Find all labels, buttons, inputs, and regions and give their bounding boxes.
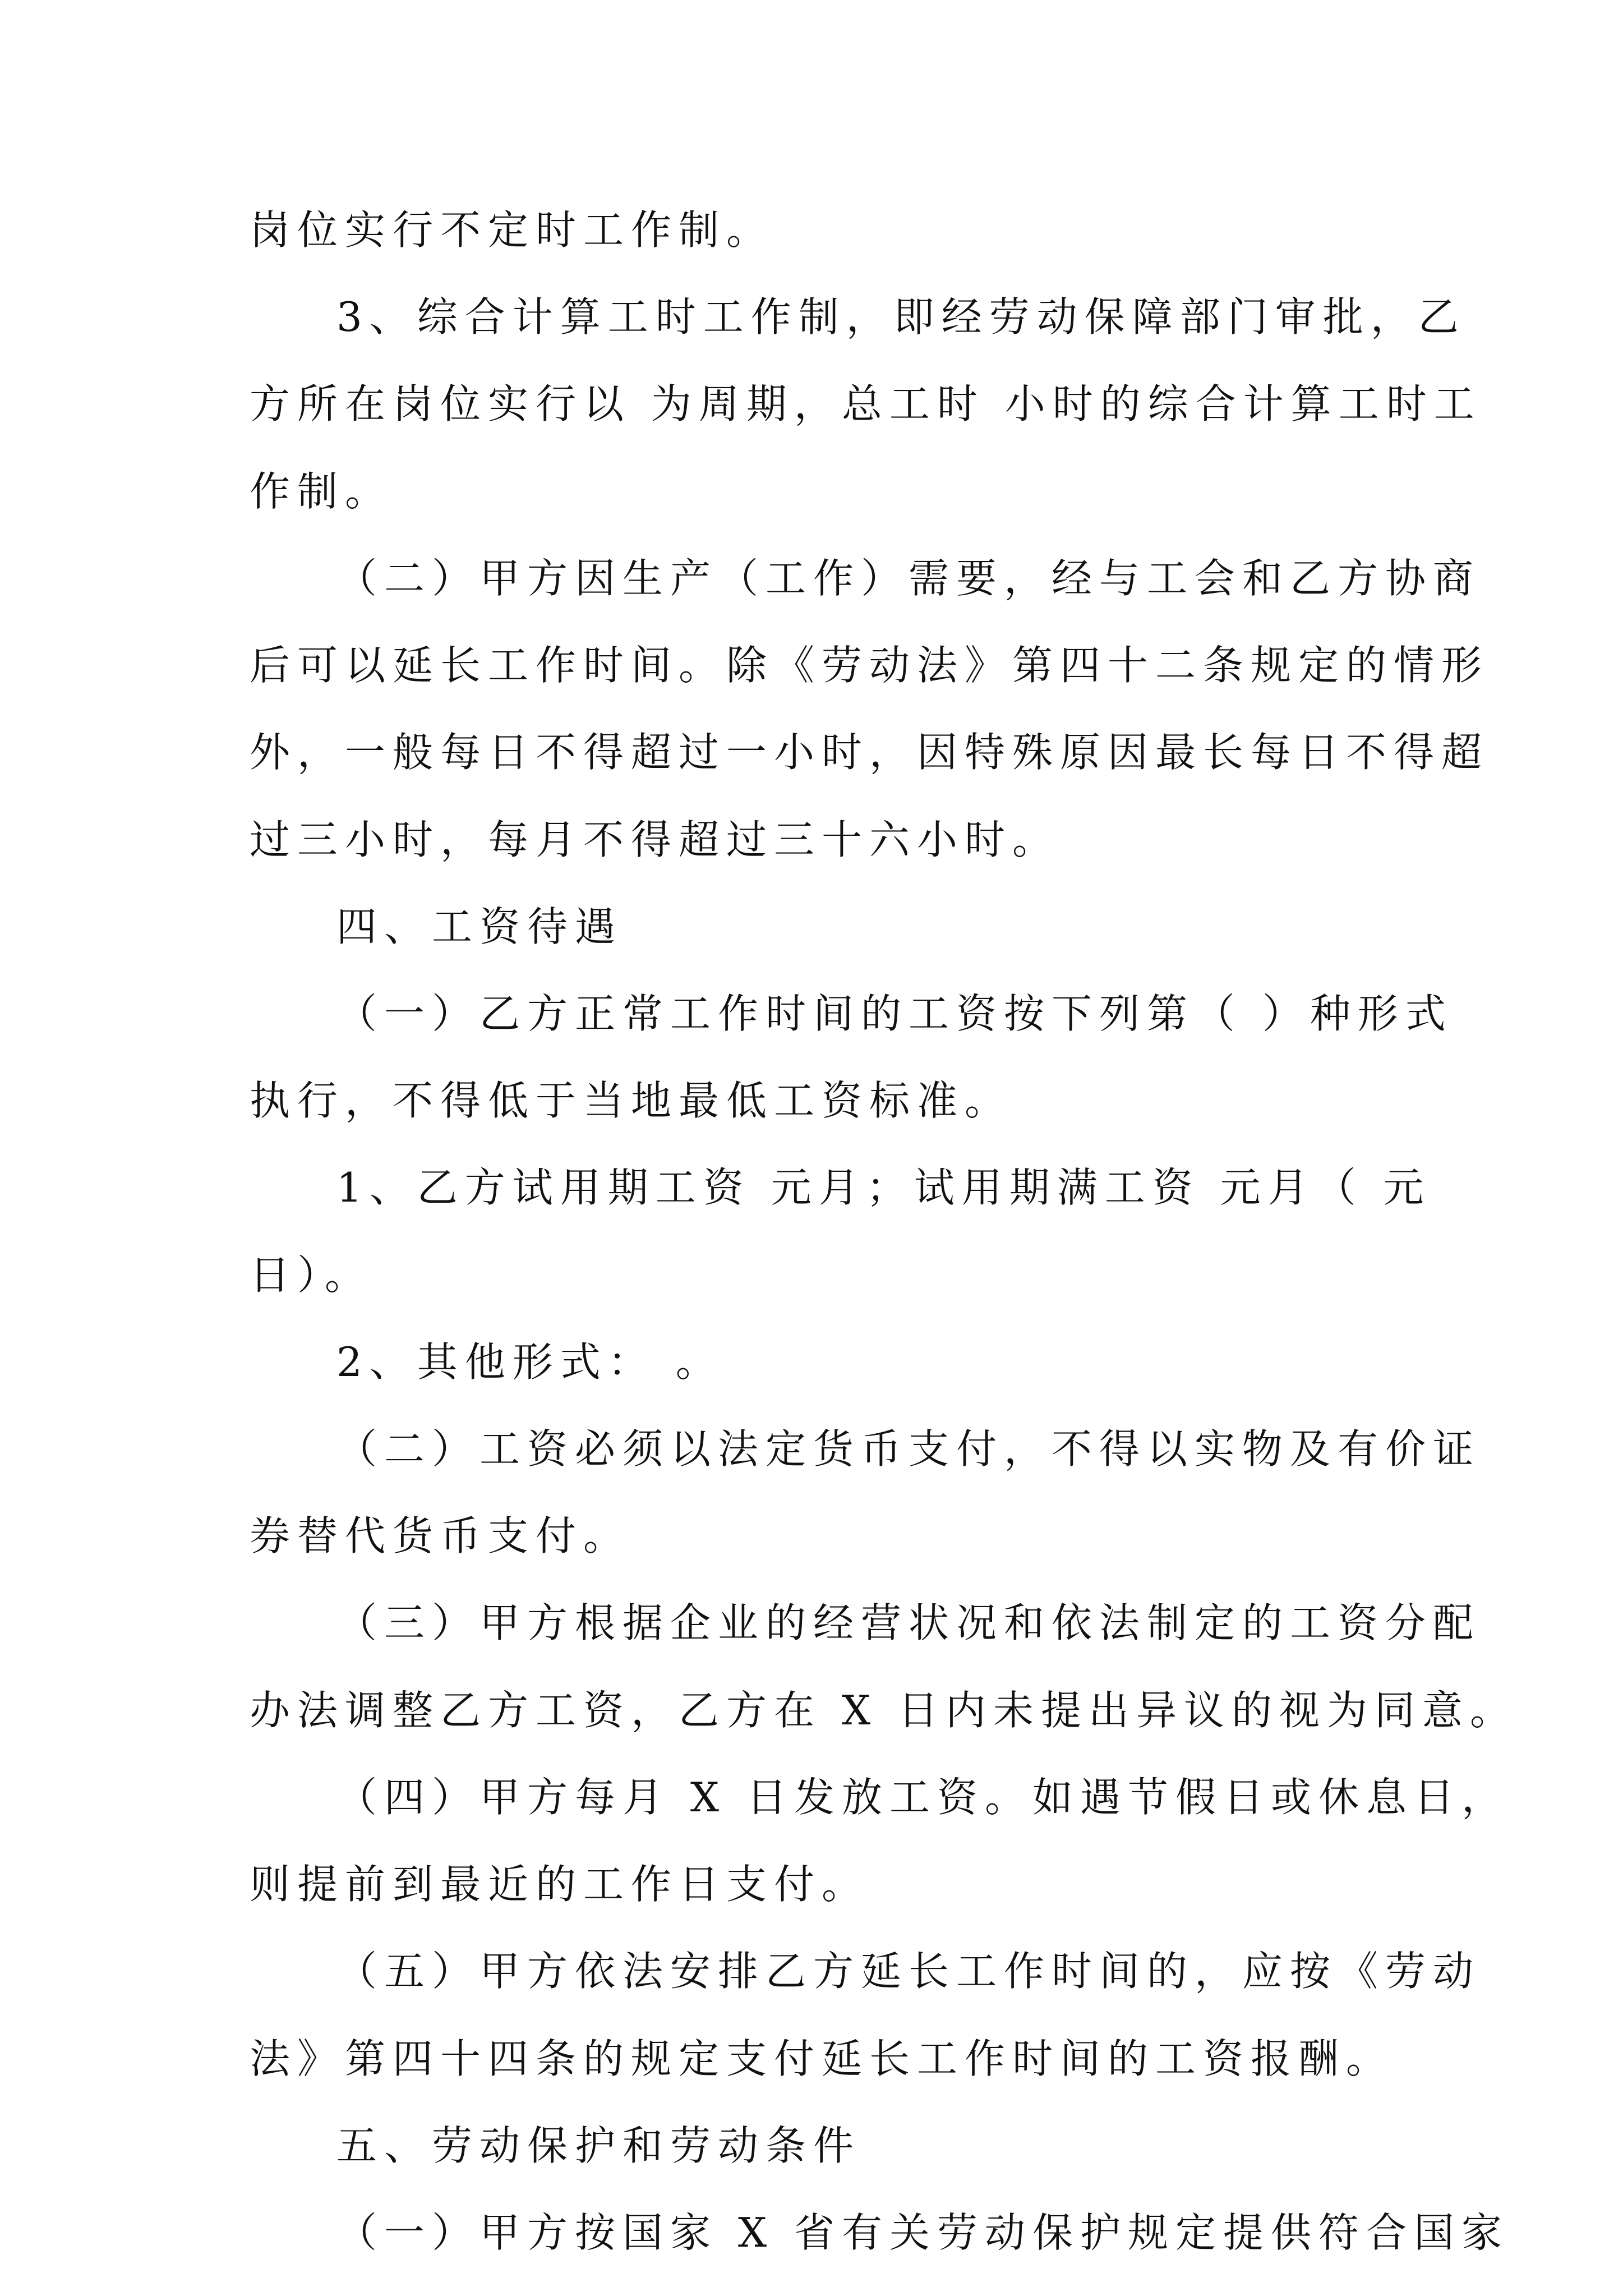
text-line: 执行，不得低于当地最低工资标准。 xyxy=(250,1077,1013,1124)
text-line: 作制。 xyxy=(250,468,393,515)
text-line: （三）甲方根据企业的经营状况和依法制定的工资分配 xyxy=(336,1599,1481,1646)
text-line: 1、乙方试用期工资 元月；试用期满工资 元月（ 元 xyxy=(336,1164,1431,1211)
text-line: 过三小时，每月不得超过三十六小时。 xyxy=(250,816,1061,863)
text-line: 外，一般每日不得超过一小时，因特殊原因最长每日不得超 xyxy=(250,729,1490,776)
text-line: 则提前到最近的工作日支付。 xyxy=(250,1861,870,1908)
text-line: 法》第四十四条的规定支付延长工作时间的工资报酬。 xyxy=(250,2035,1394,2082)
text-line: 3、综合计算工时工作制，即经劳动保障部门审批，乙 xyxy=(336,293,1466,341)
text-line: 日）。 xyxy=(250,1251,373,1299)
text-line: （一）甲方按国家 X 省有关劳动保护规定提供符合国家 xyxy=(336,2209,1510,2256)
text-line: （二）工资必须以法定货币支付，不得以实物及有价证 xyxy=(336,1425,1481,1473)
text-line: 后可以延长工作时间。除《劳动法》第四十二条规定的情形 xyxy=(250,642,1490,689)
text-line: （一）乙方正常工作时间的工资按下列第（ ）种形式 xyxy=(336,990,1453,1037)
section-heading: 四、工资待遇 xyxy=(336,903,623,950)
text-line: 2、其他形式： 。 xyxy=(336,1338,723,1386)
text-line: 方所在岗位实行以 为周期，总工时 小时的综合计算工时工 xyxy=(250,380,1482,427)
text-line: 岗位实行不定时工作制。 xyxy=(250,206,774,254)
text-line: （二）甲方因生产（工作）需要，经与工会和乙方协商 xyxy=(336,555,1481,602)
section-heading: 五、劳动保护和劳动条件 xyxy=(336,2122,861,2169)
text-line: （五）甲方依法安排乙方延长工作时间的，应按《劳动 xyxy=(336,1948,1481,1995)
text-line: 办法调整乙方工资，乙方在 X 日内未提出异议的视为同意。 xyxy=(250,1687,1518,1734)
text-line: （四）甲方每月 X 日发放工资。如遇节假日或休息日， xyxy=(336,1774,1510,1821)
text-line: 券替代货币支付。 xyxy=(250,1512,631,1559)
